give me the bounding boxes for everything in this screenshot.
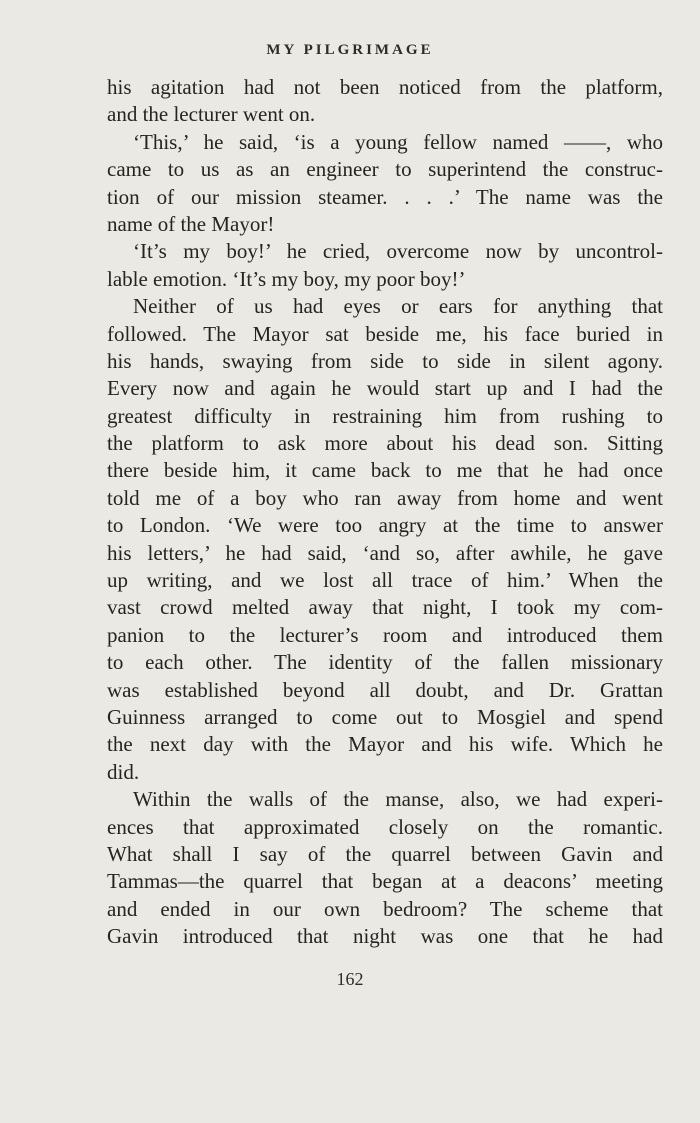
text-line: Every now and again he would start up and I had the [107,376,663,401]
text-line: to London. ‘We were too angry at the time to answer [107,513,663,538]
text-line: his hands, swaying from side to side in silent agony. [107,348,663,373]
text-line: there beside him, it came back to me that he had once [107,458,663,483]
text-line: lable emotion. ‘It’s my boy, my poor boy!’ [107,266,466,291]
text-line: Neither of us had eyes or ears for anything that [133,294,663,319]
text-line: Within the walls of the manse, also, we had experi- [133,787,663,812]
text-line: ences that approximated closely on the romantic. [107,814,663,839]
running-head: MY PILGRIMAGE [266,42,434,58]
text-line: the platform to ask more about his dead son. Sitting [107,431,663,456]
text-line: told me of a boy who ran away from home and went [107,485,663,510]
text-line: and ended in our own bedroom? The scheme that [107,896,663,921]
text-line: panion to the lecturer’s room and introduced them [107,622,663,647]
text-line: followed. The Mayor sat beside me, his face buried in [107,321,663,346]
text-line: ‘It’s my boy!’ he cried, overcome now by uncontrol- [133,239,663,264]
text-line: came to us as an engineer to superintend the construc- [107,157,663,182]
text-line: greatest difficulty in restraining him from rushing to [107,403,663,428]
text-line: tion of our mission steamer. . . .’ The name was the [107,184,663,209]
text-line: the next day with the Mayor and his wife. Which he [107,732,663,757]
text-line: name of the Mayor! [107,211,275,236]
text-line: did. [107,759,140,784]
text-line: his agitation had not been noticed from the platform, [107,75,663,99]
text-line: to each other. The identity of the fallen missionary [107,650,663,675]
text-line: and the lecturer went on. [107,102,316,127]
text-line: Guinness arranged to come out to Mosgiel and spend [107,704,663,729]
page-number: 162 [336,969,364,989]
text-line: What shall I say of the quarrel between Gavin and [107,841,663,866]
text-line: up writing, and we lost all trace of him.’ When the [107,568,663,593]
text-line: his letters,’ he had said, ‘and so, after awhile, he gave [107,540,663,565]
text-line: Gavin introduced that night was one that he had [107,924,663,949]
text-line: ‘This,’ he said, ‘is a young fellow named ——, who [133,129,663,154]
text-line: was established beyond all doubt, and Dr. Grattan [107,677,663,702]
text-line: Tammas—the quarrel that began at a deacons’ meeting [107,869,663,894]
text-line: vast crowd melted away that night, I took my com- [107,595,663,620]
body-text [107,74,663,951]
